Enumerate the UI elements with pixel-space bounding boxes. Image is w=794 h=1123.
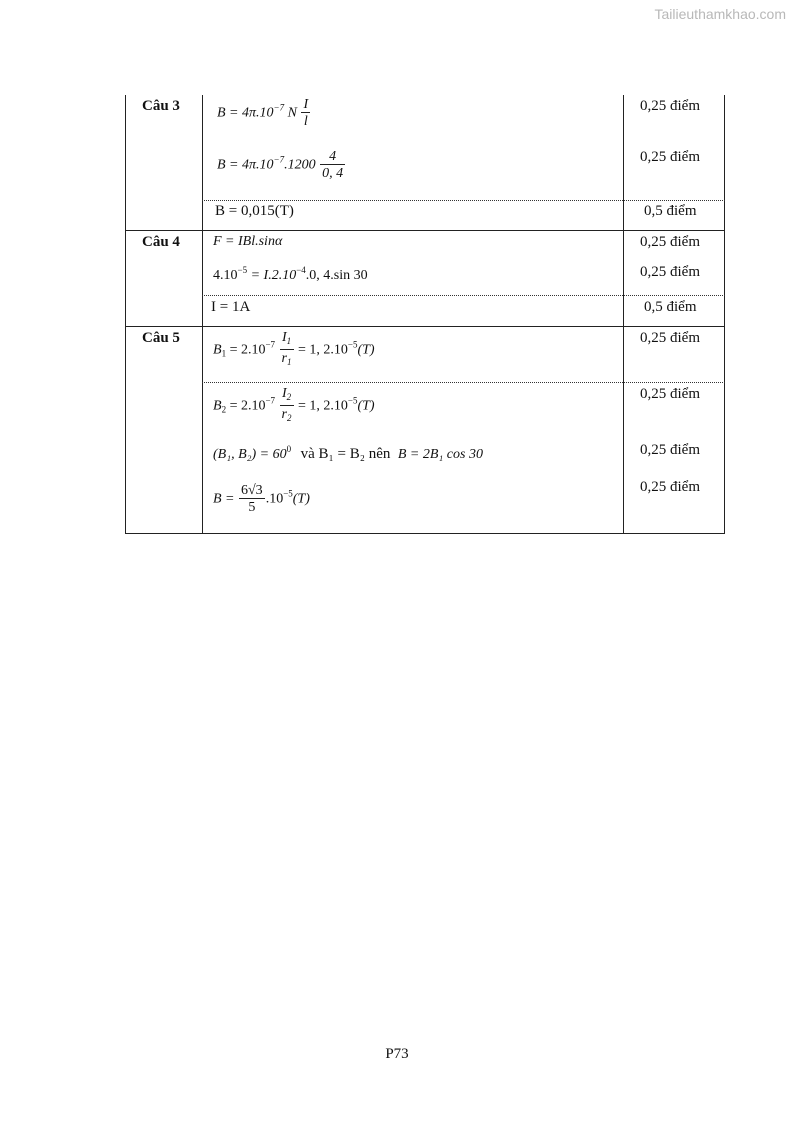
fraction: $\frac{I_2}{r_2}$ [281,386,292,423]
table-border-col2 [623,95,624,533]
table-border-left [125,95,126,533]
points-label: 0,25 điểm [640,386,700,402]
formula-row: $B_2 = 2.10^{-7}$ $\frac{I_2}{r_2}$ = 1, $2.10^{-5}(T)$ [213,386,375,427]
table-border-right [724,95,725,533]
result-text: B = 0,015(T) [215,203,294,219]
sub-divider [202,200,725,201]
formula-row: F = IBl.sinα [213,234,283,249]
question-label: Câu 5 [142,330,180,346]
points-label: 0,5 điểm [644,203,697,219]
points-label: 0,25 điểm [640,330,700,346]
row-divider [125,230,725,231]
page-number: P73 [385,1046,409,1062]
table-border-col1 [202,95,203,533]
formula-row: $B = 4\pi.10^{-7}$ N $\frac{I}{l}$ [217,97,309,129]
points-label: 0,25 điểm [640,149,700,165]
points-label: 0,25 điểm [640,234,700,250]
formula-row: $B_1 = 2.10^{-7}$ $\frac{I_1}{r_1}$ = 1, $2.10^{-5}(T)$ [213,330,375,371]
formula-row: $B = 4\pi.10^{-7}.1200$ $\frac{4}{0, 4}$ [217,149,344,181]
table-border-bottom [125,533,725,534]
points-label: 0,5 điểm [644,299,697,315]
fraction: $\frac{6√3}{5}$ [241,483,263,515]
fraction: $\frac{4}{0, 4}$ [322,149,344,181]
formula-row: (B₁, $B_2) = 60^0$ và B₁ = B₂ nên B = 2B₁ cos 30 [213,444,483,462]
points-label: 0,25 điểm [640,264,700,280]
watermark: Tailieuthamkhao.com [654,6,786,22]
row-divider [125,326,725,327]
points-label: 0,25 điểm [640,98,700,114]
fraction: $\frac{I}{l}$ [303,97,309,129]
result-text: I = 1A [211,299,251,315]
points-label: 0,25 điểm [640,442,700,458]
fraction: $\frac{I_1}{r_1}$ [281,330,292,367]
points-label: 0,25 điểm [640,479,700,495]
sub-divider [202,382,725,383]
question-label: Câu 3 [142,98,180,114]
formula-row: B = $\frac{6√3}{5}$ $.10^{-5}(T)$ [213,483,310,515]
formula-row: $4.10^{-5} = I.2.10^{-4}.0$, 4.sin 30 [213,265,368,283]
sub-divider [202,295,725,296]
question-label: Câu 4 [142,234,180,250]
